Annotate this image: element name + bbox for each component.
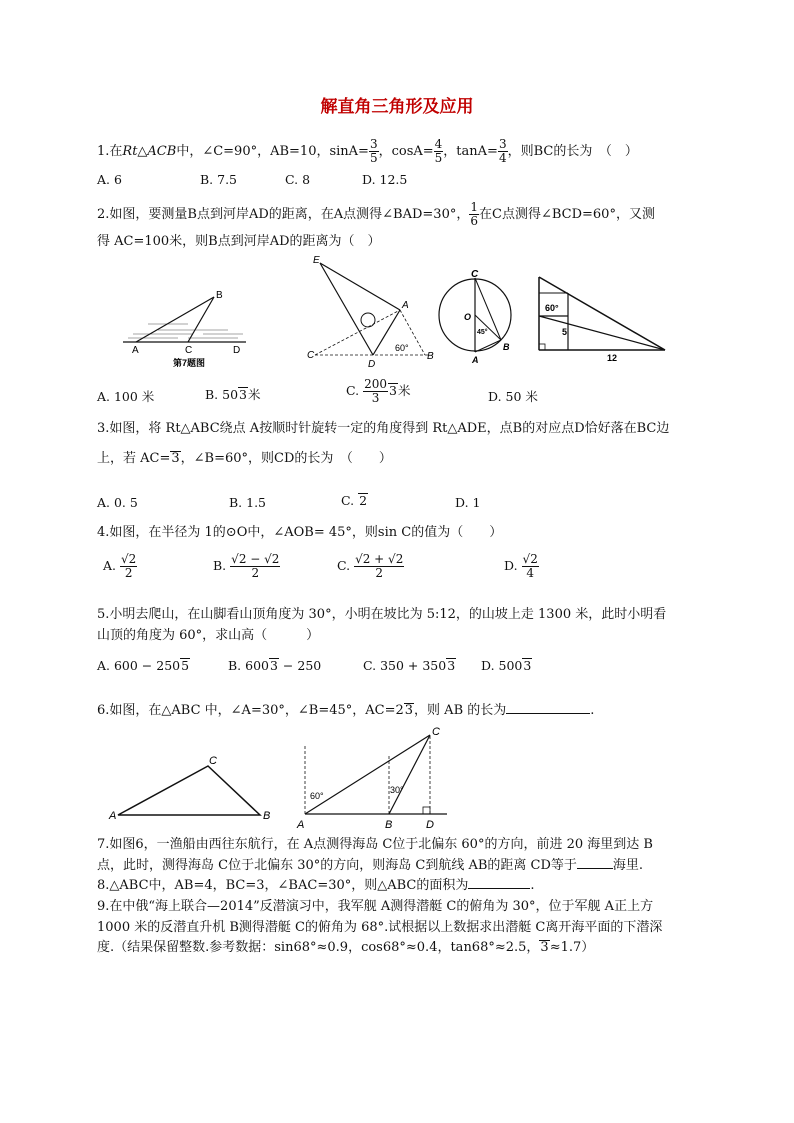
tri-label-d: D bbox=[368, 359, 376, 370]
circle-label-b: B bbox=[503, 342, 510, 352]
q1-option-a: A. 6 bbox=[97, 172, 122, 187]
q5-option-a: A. 600 − 2505 bbox=[97, 658, 190, 673]
circle-label-a: A bbox=[472, 355, 479, 365]
sea-angle-2: 30° bbox=[390, 785, 404, 795]
q4-option-c: C. $\frac{√2 + √2}{2}$ bbox=[337, 552, 404, 580]
q3-text-a: 3.如图，将 Rt△ABC绕点 A按顺时针旋转一定的角度得到 Rt△ADE，点B的对应点D恰好落在BC边 bbox=[97, 421, 670, 436]
river-label-b: B bbox=[216, 290, 223, 301]
sea-angle-1: 60° bbox=[310, 791, 324, 801]
question-7: 点，此时，测得海岛 C位于北偏东 30°的方向，则海岛 C到航线 AB的距离 CD等于 海里. bbox=[97, 858, 644, 873]
sea-label-d: D bbox=[426, 819, 434, 831]
river-label-d: D bbox=[233, 345, 241, 356]
abc-label-b: B bbox=[263, 810, 271, 822]
triangle-figure bbox=[305, 255, 435, 370]
q4-option-a: A. $\frac{√2}{2}$ bbox=[103, 552, 137, 580]
q9-text-b: 1000 米的反潜直升机 B测得潜艇 C的俯角为 68°.试根据以上数据求出潜艇 C离开海平面的下潜深 bbox=[97, 920, 663, 935]
q5-option-d: D. 5003 bbox=[481, 658, 532, 673]
river-label-a: A bbox=[132, 345, 139, 356]
q1-text-d: ，tanA= bbox=[443, 144, 498, 159]
question-2 bbox=[97, 201, 655, 228]
q5-option-c: C. 350 + 3503 bbox=[363, 658, 456, 673]
sea-label-b: B bbox=[385, 819, 393, 831]
rect-base: 12 bbox=[607, 353, 618, 363]
circle-figure bbox=[437, 270, 522, 365]
q2-option-d: D. 50 米 bbox=[488, 389, 538, 404]
abc-label-c: C bbox=[209, 755, 217, 767]
sea-label-c: C bbox=[432, 726, 440, 738]
q3-option-b: B. 1.5 bbox=[229, 495, 267, 510]
q2-text-c: 得 AC=100米，则B点到河岸AD的距离为（ ） bbox=[97, 234, 381, 249]
q3-option-c: C. 2 bbox=[341, 493, 368, 508]
q3-text-b: 上，若 AC=3，∠B=60°，则CD的长为 （ ） bbox=[97, 451, 392, 466]
q9-text-c: 度.（结果保留整数.参考数据：sin68°≈0.9，cos68°≈0.4，tan68°≈2.5，3≈1.7） bbox=[97, 940, 595, 955]
page-title: 解直角三角形及应用 bbox=[320, 97, 474, 117]
q1-sin-fraction: $\frac{3}{5}$ bbox=[369, 137, 378, 165]
q4-text: 4.如图，在半径为 1的⊙O中，∠AOB= 45°，则sin C的值为（ ） bbox=[97, 525, 503, 540]
q4-option-d: D. $\frac{√2}{4}$ bbox=[504, 552, 538, 580]
tri-label-e: E bbox=[313, 255, 320, 266]
sea-label-a: A bbox=[297, 819, 305, 831]
q2-option-c: C. $\frac{200}{3}$ 3米 bbox=[346, 377, 411, 405]
tri-label-a: A bbox=[402, 300, 409, 311]
q1-tan-fraction: $\frac{3}{4}$ bbox=[498, 137, 507, 165]
tri-label-c: C bbox=[307, 350, 315, 361]
q1-text-c: ，cosA= bbox=[378, 144, 434, 159]
rect-side: 5 bbox=[562, 327, 568, 337]
sea-figure bbox=[297, 727, 452, 832]
question-8: 8.△ABC中，AB=4，BC=3，∠BAC=30°，则△ABC的面积为 . bbox=[97, 878, 535, 893]
q2-fraction: $\frac{1}{6}$ bbox=[470, 200, 478, 228]
q9-text-a: 9.在中俄“海上联合—2014”反潜演习中，我军舰 A测得潜艇 C的俯角为 30°，位于军舰 A正上方 bbox=[97, 899, 654, 914]
q1-option-c: C. 8 bbox=[285, 172, 311, 187]
tri-label-b: B bbox=[427, 351, 434, 362]
q1-text-b: 中，∠C=90°，AB=10，sinA= bbox=[176, 144, 369, 159]
tri-angle: 60° bbox=[395, 343, 409, 353]
q1-option-d: D. 12.5 bbox=[362, 172, 408, 187]
q5-text-a: 5.小明去爬山，在山脚看山顶角度为 30°，小明在坡比为 5:12，的山坡上走 1300 米，此时小明看 bbox=[97, 607, 667, 622]
q1-cos-fraction: $\frac{4}{5}$ bbox=[434, 137, 443, 165]
q1-option-b: B. 7.5 bbox=[200, 172, 238, 187]
river-figure bbox=[118, 290, 248, 370]
circle-label-o: O bbox=[464, 312, 472, 322]
q7-text-a: 7.如图6，一渔船由西往东航行，在 A点测得海岛 C位于北偏东 60°的方向，前进 20 海里到达 B bbox=[97, 837, 653, 852]
question-6: 6.如图，在△ABC 中，∠A=30°，∠B=45°，AC=23，则 AB 的长为 . bbox=[97, 703, 595, 718]
q2-option-b: B. 503米 bbox=[205, 387, 261, 402]
q4-option-b: B. $\frac{√2 - √2}{2}$ bbox=[213, 552, 280, 580]
q1-rt: Rt△ACB bbox=[122, 144, 177, 159]
rect-angle: 60° bbox=[545, 303, 559, 313]
q1-text: 1.在 bbox=[97, 144, 123, 159]
q2-text-a: 2.如图，要测量B点到河岸AD的距离，在A点测得∠BAD=30°， bbox=[97, 207, 470, 222]
rect-figure bbox=[535, 273, 670, 365]
q1-text-e: ，则BC的长为 （ ） bbox=[507, 144, 638, 159]
q2-text-b: 在C点测得∠BCD=60°，又测 bbox=[479, 207, 655, 222]
circle-label-c: C bbox=[471, 269, 479, 280]
q2-option-a: A. 100 米 bbox=[97, 389, 155, 404]
q5-text-b: 山顶的角度为 60°，求山高（ ） bbox=[97, 628, 320, 643]
q3-option-a: A. 0. 5 bbox=[97, 495, 138, 510]
river-label-c: C bbox=[185, 345, 193, 356]
q6-answer-blank[interactable] bbox=[506, 713, 590, 714]
circle-angle: 45° bbox=[477, 329, 488, 336]
question-1 bbox=[97, 138, 638, 165]
abc-label-a: A bbox=[109, 810, 117, 822]
abc-triangle-figure bbox=[108, 752, 278, 822]
q7-answer-blank[interactable] bbox=[577, 868, 613, 869]
q8-answer-blank[interactable] bbox=[468, 888, 530, 889]
river-caption: 第7题图 bbox=[173, 358, 206, 368]
q3-option-d: D. 1 bbox=[455, 495, 481, 510]
q5-option-b: B. 6003 − 250 bbox=[228, 658, 322, 673]
